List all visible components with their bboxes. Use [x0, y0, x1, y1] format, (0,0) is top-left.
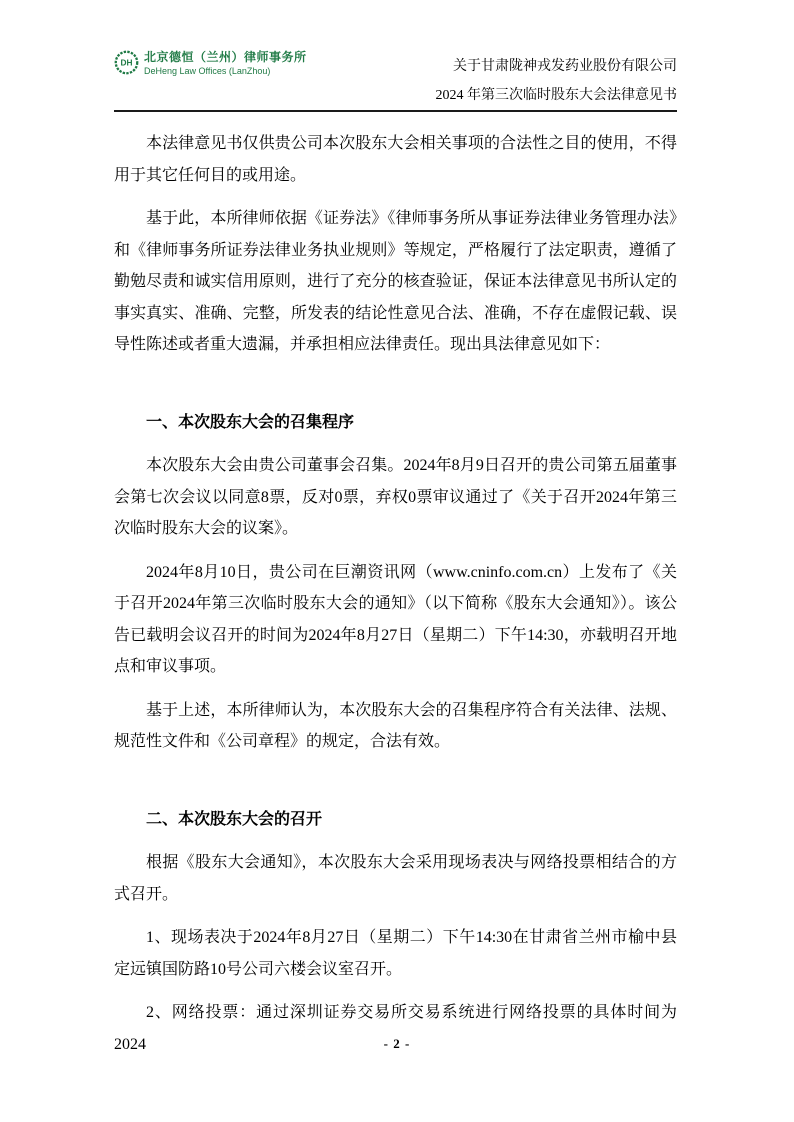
- document-title-line1: 关于甘肃陇神戎发药业股份有限公司: [453, 59, 677, 74]
- svg-text:DH: DH: [120, 57, 133, 68]
- firm-name-english: DeHeng Law Offices (LanZhou): [144, 66, 271, 76]
- page-header: [0, 0, 794, 110]
- paragraph-onsite-voting: 1、现场表决于2024年8月27日（星期二）下午14:30在甘肃省兰州市榆中县定远镇国防路10号公司六楼会议室召开。: [114, 929, 677, 978]
- paragraph-usage-restriction: 本法律意见书仅供贵公司本次股东大会相关事项的合法性之目的使用，不得用于其它任何目的或用途。: [114, 135, 677, 184]
- document-title-line2: 2024 年第三次临时股东大会法律意见书: [435, 88, 677, 103]
- paragraph-notice-publication: 2024年8月10日，贵公司在巨潮资讯网（www.cninfo.com.cn）上发布了《关于召开2024年第三次临时股东大会的通知》（以下简称《股东大会通知》）。该公告已载明会议召开的时间为2024年8月27日（星期二）下午14:30，亦载明召开地点和审议事项。: [114, 563, 677, 675]
- firm-name-chinese: 北京德恒（兰州）律师事务所: [144, 50, 307, 64]
- document-body: [114, 112, 677, 1060]
- document-title: [436, 52, 678, 110]
- deheng-logo-icon: [114, 50, 139, 75]
- firm-name-block: [144, 50, 307, 77]
- paragraph-meeting-method: 根据《股东大会通知》，本次股东大会采用现场表决与网络投票相结合的方式召开。: [114, 854, 677, 903]
- paragraph-lawyer-statement: 基于此，本所律师依据《证券法》《律师事务所从事证券法律业务管理办法》和《律师事务所证券法律业务执业规则》等规定，严格履行了法定职责，遵循了勤勉尽责和诚实信用原则，进行了充分的核查验证，保证本法律意见书所认定的事实真实、准确、完整，所发表的结论性意见合法、准确，不存在虚假记载、误导性陈述或者重大遗漏，并承担相应法律责任。现出具法律意见如下：: [114, 210, 677, 353]
- paragraph-board-convening: 本次股东大会由贵公司董事会召集。2024年8月9日召开的贵公司第五届董事会第七次会议以同意8票，反对0票，弃权0票审议通过了《关于召开2024年第三次临时股东大会的议案》。: [114, 457, 677, 537]
- law-firm-brand: [114, 50, 307, 77]
- section-heading-1: 一、本次股东大会的召集程序: [146, 413, 355, 431]
- page-footer: [0, 1036, 794, 1052]
- paragraph-online-voting: 2、网络投票：通过深圳证券交易所交易系统进行网络投票的具体时间为2024: [114, 1004, 677, 1053]
- page-number: - 2 -: [383, 1036, 411, 1051]
- section-heading-2: 二、本次股东大会的召开: [146, 810, 323, 828]
- paragraph-convening-conclusion: 基于上述，本所律师认为，本次股东大会的召集程序符合有关法律、法规、规范性文件和《公司章程》的规定，合法有效。: [114, 701, 677, 750]
